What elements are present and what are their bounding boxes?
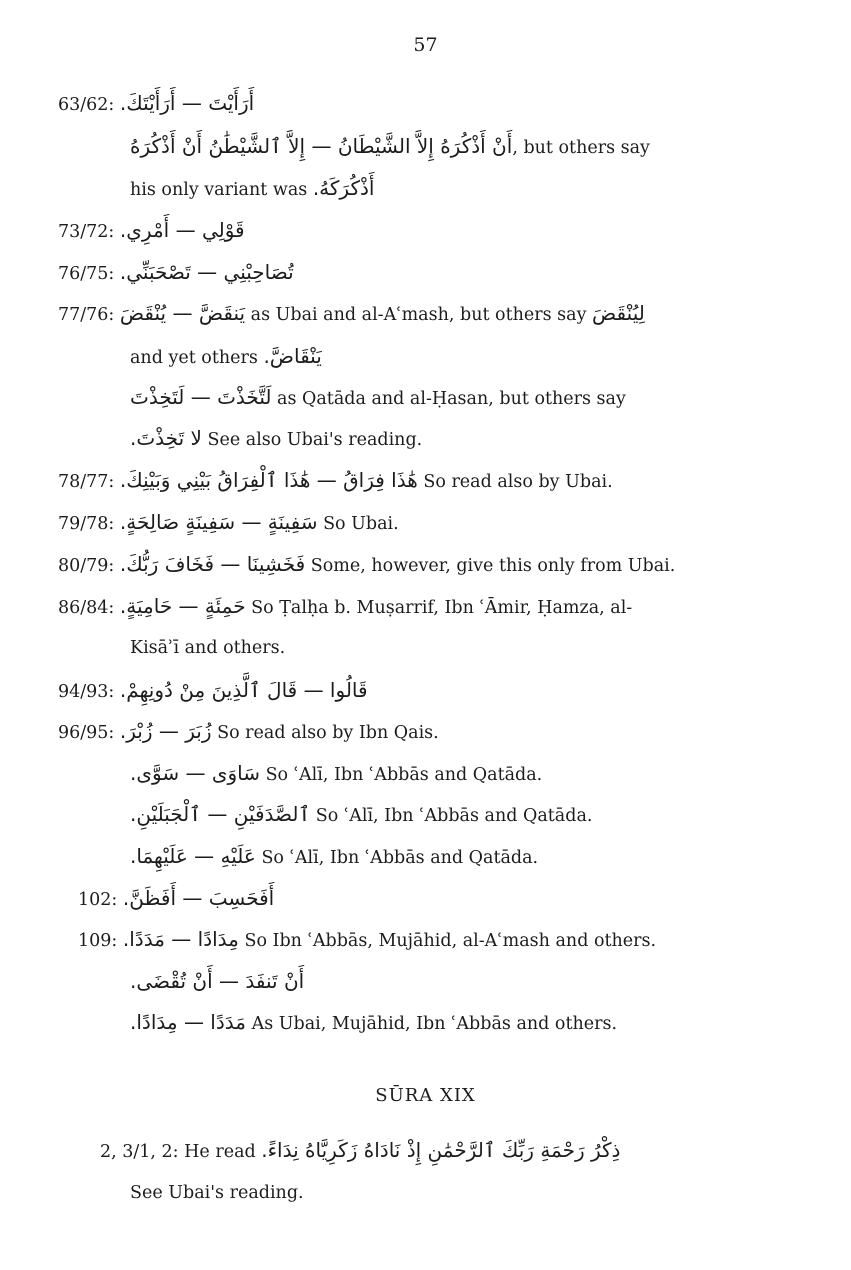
verse-reference: 76/75: (58, 264, 115, 284)
entry-text: his only variant was (130, 180, 308, 200)
arabic-variant: مَدَدًا — مِدَادًا. (130, 1010, 246, 1034)
arabic-variant: أَذْكُرَكَهُ. (312, 176, 375, 200)
arabic-variant: يَنْقَاضَّ. (263, 344, 322, 368)
entry-line (130, 1180, 304, 1206)
entry-text: So read also by Ibn Qais. (217, 723, 439, 743)
entry-text: and yet others (130, 348, 258, 368)
entry-text: So Ubai. (323, 514, 399, 534)
entry-line (58, 677, 368, 705)
entry-text: So Ibn ʿAbbās, Mujāhid, al-Aʿmash and others. (244, 931, 657, 951)
entry-line (130, 801, 592, 829)
verse-reference: 77/76: (58, 305, 115, 325)
verse-reference: 73/72: (58, 222, 115, 242)
entry-text: Some, however, give this only from Ubai. (310, 556, 676, 576)
entry-line (58, 593, 632, 621)
arabic-variant: لَتَّخَذْتَ — لَتَخِذْتَ (130, 385, 272, 409)
arabic-variant: أَفَحَسِبَ — أَفَظَنَّ. (122, 886, 275, 910)
entry-text: As Ubai, Mujāhid, Ibn ʿAbbās and others. (251, 1014, 618, 1034)
arabic-variant: ذِكْرُ رَحْمَةِ رَبِّكَ ٱلرَّحْمَٰنِ إِذْ نَادَاهُ زَكَرِيَّاهُ نِدَاءً. (261, 1138, 621, 1162)
arabic-variant: تُصَاحِبْنِي — تَصْحَبَنِّي. (119, 260, 294, 284)
entry-text: So ʿAlī, Ibn ʿAbbās and Qatāda. (265, 765, 543, 785)
entry-line (130, 384, 626, 412)
entry-line (78, 885, 274, 913)
arabic-variant: لا تَخِذْتَ. (130, 426, 202, 450)
entry-line (58, 217, 245, 245)
entry-text: So Ṭalḥa b. Muṣarrif, Ibn ʿĀmir, Ḥamza, al- (251, 598, 633, 618)
arabic-variant: قَوْلِي — أَمْرِي. (119, 218, 245, 242)
entry-text: He read (184, 1142, 256, 1162)
arabic-variant: أَنْ أَذْكُرَهُ إِلاَّ الشَّيْطَانُ — إِلاَّ ٱلشَّيْطَٰنُ أَنْ أَذْكُرَهُ (130, 134, 513, 158)
verse-reference: 86/84: (58, 598, 115, 618)
arabic-variant: مِدَادًا — مَدَدًا. (122, 927, 239, 951)
entry-line (130, 343, 322, 371)
page-number: 57 (413, 34, 438, 56)
entry-line (78, 926, 656, 954)
arabic-variant: عَلَيْهِ — عَلَيْهِمَا. (130, 844, 256, 868)
entry-text: , but others say (512, 138, 650, 158)
arabic-variant: أَرَأَيْتَ — أَرَأَيْتَكَ. (119, 91, 255, 115)
entry-line (58, 90, 254, 118)
entry-text: See Ubai's reading. (130, 1183, 304, 1203)
entry-text: Kisāʾī and others. (130, 638, 286, 658)
arabic-variant: سَفِينَةٍ — سَفِينَةٍ صَالِحَةٍ. (119, 510, 318, 534)
entry-line (58, 259, 294, 287)
entry-line (130, 843, 538, 871)
arabic-variant: قَالُوا — قَالَ ٱلَّذِينَ مِنْ دُونِهِمْ. (119, 678, 368, 702)
arabic-variant: أَنْ تَنفَدَ — أَنْ تُقْضَى. (130, 969, 305, 993)
entry-text: So read also by Ubai. (423, 472, 613, 492)
entry-text: as Ubai and al-Aʿmash, but others say (250, 305, 587, 325)
sura-heading: SŪRA XIX (375, 1085, 476, 1106)
arabic-variant: ٱلصَّدَفَيْنِ — ٱلْجَبَلَيْنِ. (130, 802, 311, 826)
entry-line (130, 425, 422, 453)
verse-reference: 109: (78, 931, 118, 951)
arabic-variant: فَخَشِينَا — فَخَافَ رَبُّكَ. (119, 552, 306, 576)
arabic-variant: هَٰذَا فِرَاقُ — هَٰذَا ٱلْفِرَاقُ بَيْنِي وَبَيْنِكَ. (119, 468, 418, 492)
entry-line (58, 467, 613, 495)
entry-line (58, 551, 675, 579)
entry-line (130, 760, 542, 788)
arabic-variant: لِيُنْقَضَ (592, 301, 645, 325)
verse-reference: 96/95: (58, 723, 115, 743)
entry-text: So ʿAlī, Ibn ʿAbbās and Qatāda. (261, 848, 539, 868)
verse-reference: 80/79: (58, 556, 115, 576)
entry-line (58, 509, 399, 537)
entry-text: So ʿAlī, Ibn ʿAbbās and Qatāda. (315, 806, 593, 826)
arabic-variant: زُبَرَ — زُبْرَ. (119, 719, 212, 743)
arabic-variant: يَنقَضَّ — يُنْقَضَ (119, 301, 246, 325)
arabic-variant: حَمِئَةٍ — حَامِيَةٍ. (119, 594, 246, 618)
verse-reference: 94/93: (58, 682, 115, 702)
verse-reference: 63/62: (58, 95, 115, 115)
entry-line (58, 300, 645, 328)
entry-line (130, 635, 285, 661)
verse-reference: 2, 3/1, 2: (100, 1142, 179, 1162)
entry-line (130, 1009, 617, 1037)
verse-reference: 79/78: (58, 514, 115, 534)
entry-line (130, 968, 304, 996)
entry-line (58, 718, 439, 746)
entry-line (130, 175, 374, 203)
verse-reference: 102: (78, 890, 118, 910)
entry-text: See also Ubai's reading. (207, 430, 423, 450)
arabic-variant: سَاوَى — سَوَّى. (130, 761, 260, 785)
entry-text: as Qatāda and al-Ḥasan, but others say (277, 389, 626, 409)
verse-reference: 78/77: (58, 472, 115, 492)
entry-line (100, 1137, 620, 1165)
entry-line (130, 133, 650, 161)
